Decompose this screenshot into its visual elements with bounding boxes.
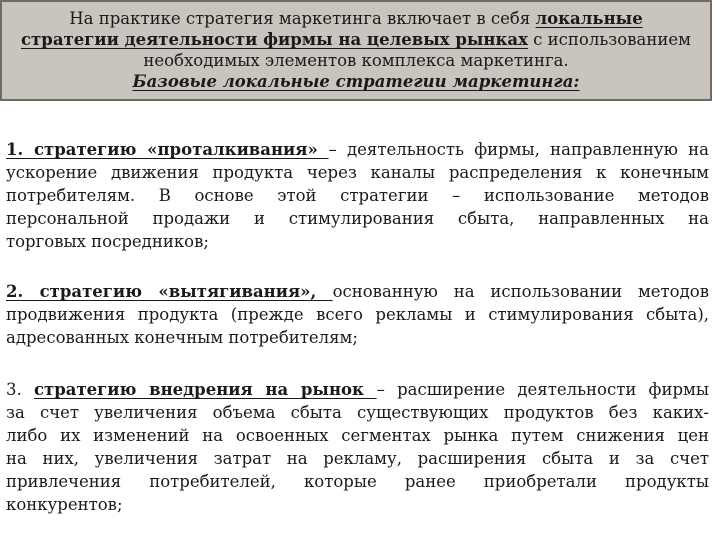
- paragraph-line: за счет увеличения объема сбыта существующих продуктов без каких-: [6, 403, 709, 422]
- penetration-strategy-term: стратегию внедрения на рынок: [33, 380, 377, 399]
- section-subtitle: Базовые локальные стратегии маркетинга:: [132, 72, 580, 91]
- header-line-1: На практике стратегия маркетинга включает в себя локальные: [69, 9, 643, 28]
- strategy-market-penetration-paragraph: [6, 378, 709, 516]
- header-line-3: необходимых элементов комплекса маркетинга.: [143, 51, 569, 70]
- paragraph-line: ускорение движения продукта через каналы распределения к конечным: [6, 163, 709, 182]
- pull-strategy-term-a: 2. стратегию: [6, 282, 159, 301]
- paragraph-line: конкурентов;: [6, 495, 123, 514]
- paragraph-line: привлечения потребителей, которые ранее приобретали продукты: [6, 472, 709, 491]
- strategy-push-paragraph: [6, 138, 709, 253]
- header-box: [0, 0, 712, 101]
- paragraph-line: адресованных конечным потребителям;: [6, 328, 358, 347]
- paragraph-line: 3. стратегию внедрения на рынок – расширение деятельности фирмы: [6, 380, 709, 399]
- paragraph-line: потребителям. В основе этой стратегии – использование методов: [6, 186, 709, 205]
- paragraph-line: либо их изменений на освоенных сегментах рынка путем снижения цен: [6, 426, 709, 445]
- push-strategy-term: 1. стратегию «проталкивания»: [6, 140, 329, 159]
- header-line-2: стратегии деятельности фирмы на целевых рынках с использованием: [21, 30, 691, 49]
- local-strategies-term: локальные: [535, 9, 643, 28]
- paragraph-line: торговых посредников;: [6, 232, 209, 251]
- pull-strategy-term-b: «вытягивания»,: [158, 282, 333, 301]
- paragraph-line: продвижения продукта (прежде всего рекламы и стимулирования сбыта),: [6, 305, 709, 324]
- target-markets-term: стратегии деятельности фирмы на целевых рынках: [21, 30, 528, 49]
- paragraph-line: 1. стратегию «проталкивания» – деятельность фирмы, направленную на: [6, 140, 710, 159]
- strategy-pull-paragraph: [6, 280, 709, 349]
- paragraph-line: персональной продажи и стимулирования сбыта, направленных на: [6, 209, 709, 228]
- paragraph-line: на них, увеличения затрат на рекламу, расширения сбыта и за счет: [6, 449, 709, 468]
- paragraph-line: 2. стратегию «вытягивания», основанную на использовании методов: [6, 282, 709, 301]
